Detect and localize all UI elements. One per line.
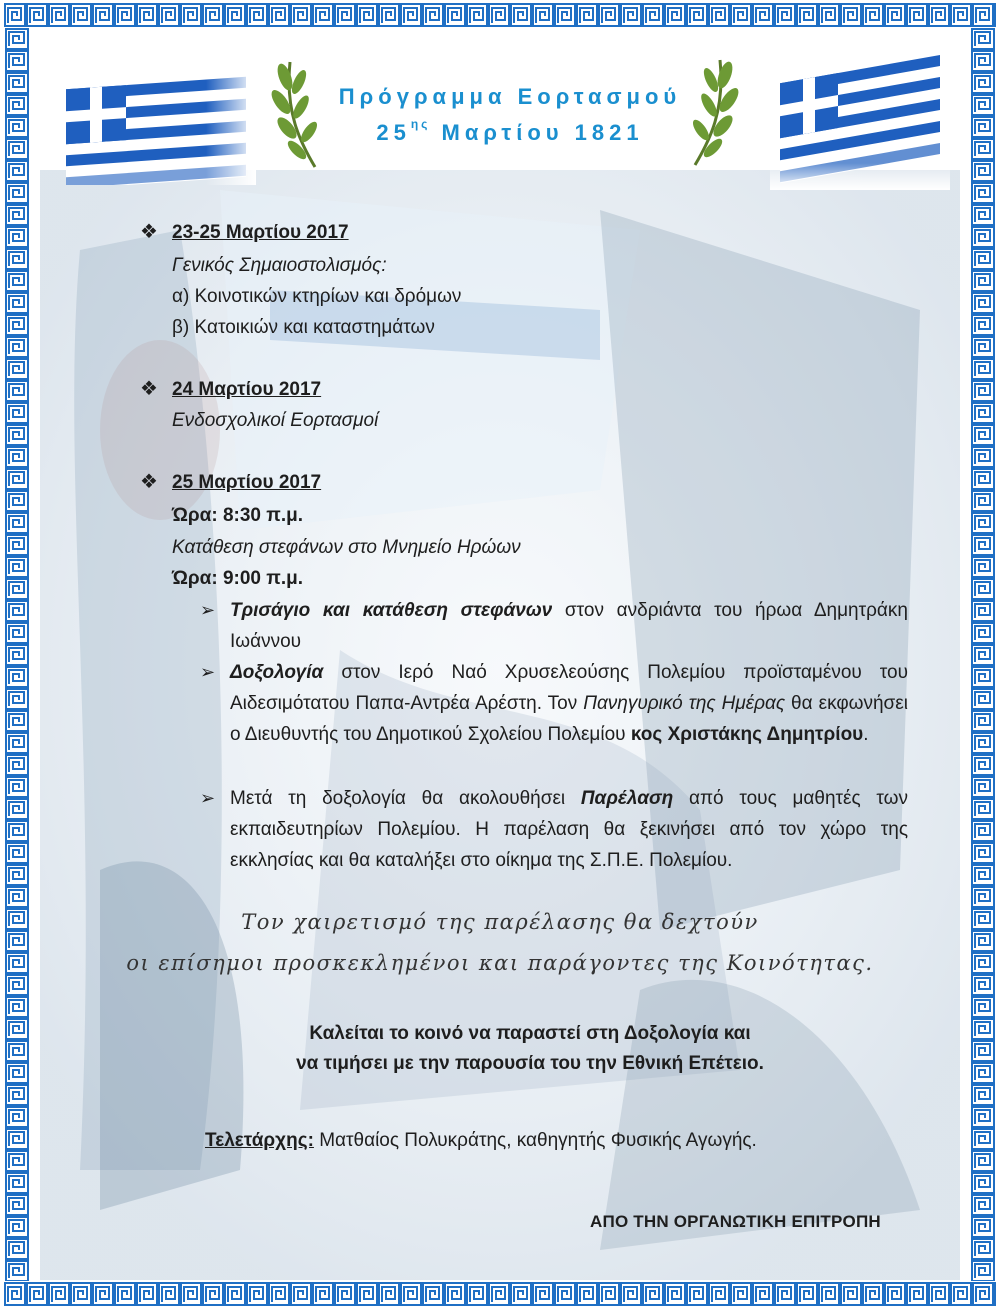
sub-item-3-part-1: Μετά τη δοξολογία θα ακολουθήσει [230, 788, 581, 809]
sub-item-2-end: . [863, 724, 869, 745]
organizing-committee-signature: ΑΠΟ ΤΗΝ ΟΡΓΑΝΩΤΙΚΗ ΕΠΙΤΡΟΠΗ [590, 1212, 881, 1231]
title-day: 25 [376, 120, 411, 145]
greek-key-border-right [970, 28, 996, 1281]
sub-item-2-part-1: στον Ιερό Ναό Χρυσελεούσης Πολεμίου προϊσταμένου του Αιδεσιμότατου Παπα-Αντρέα Αρέστη. Τον [230, 662, 908, 714]
event-1-date: 23-25 Μαρτίου 2017 [172, 222, 349, 243]
event-3-time-2: Ώρα: 9:00 π.μ. [172, 568, 303, 589]
title-month-year: Μαρτίου 1821 [441, 120, 644, 145]
greek-key-border-top [4, 2, 996, 28]
diamond-bullet-icon: ❖ [140, 221, 158, 243]
sub-item-1-bold: Τρισάγιο και κατάθεση στεφάνων [230, 600, 553, 621]
title-line-1: Πρόγραμμα Εορτασμού [338, 84, 682, 109]
officer-label: Τελετάρχης: [205, 1130, 314, 1151]
event-1-line-3: β) Κατοικιών και καταστημάτων [172, 317, 435, 338]
greek-key-border-bottom [4, 1281, 996, 1307]
title-line-2 [300, 116, 720, 146]
sub-item-3-bold: Παρέλαση [580, 788, 674, 809]
diamond-bullet-icon: ❖ [140, 471, 158, 493]
diamond-bullet-icon: ❖ [140, 378, 158, 400]
sub-item-doxology [230, 657, 908, 750]
olive-branch-right [680, 50, 755, 170]
sub-item-2-bold-end: κος Χριστάκης Δημητρίου [630, 724, 864, 745]
event-2-date: 24 Μαρτίου 2017 [172, 379, 322, 400]
event-3-time-1-desc: Κατάθεση στεφάνων στο Μνημείο Ηρώων [172, 537, 521, 558]
sub-item-2-italic: Πανηγυρικό της Ημέρας [583, 693, 786, 714]
greek-key-border-left [4, 28, 30, 1281]
invitation-line-2: να τιμήσει με την παρουσία του την Εθνική Επέτειο. [296, 1053, 764, 1074]
event-2-line-1: Ενδοσχολικοί Εορτασμοί [172, 410, 379, 431]
olive-branch-left [255, 52, 330, 172]
sub-item-trisagio [230, 595, 908, 657]
greek-flag-right [770, 55, 950, 190]
title-ordinal-suffix: ης [410, 116, 431, 131]
sub-item-3-part-2: από τους μαθητές των εκπαιδευτηρίων Πολεμίου. Η παρέλαση θα ξεκινήσει από τον χώρο της εκκλησίας και θα καταλήξει στο οίκημα της Σ.Π.Ε. Πολεμίου. [230, 788, 908, 871]
greek-flag-left [56, 70, 256, 185]
officer-name: Ματθαίος Πολυκράτης, καθηγητής Φυσικής Αγωγής. [313, 1130, 757, 1151]
sub-item-2-bold: Δοξολογία [230, 662, 324, 683]
sub-item-2-part-2: θα εκφωνήσει ο Διευθυντής του Δημοτικού Σχολείου Πολεμίου [230, 693, 908, 745]
event-1-line-1: Γενικός Σημαιοστολισμός: [172, 255, 387, 276]
event-1-line-2: α) Κοινοτικών κτηρίων και δρόμων [172, 286, 462, 307]
arrow-bullet-icon: ➢ [200, 600, 216, 620]
invitation-line-1: Καλείται το κοινό να παραστεί στη Δοξολογία και [309, 1023, 751, 1044]
arrow-bullet-icon: ➢ [200, 788, 216, 808]
sub-item-1-rest: στον ανδριάντα του ήρωα Δημητράκη Ιωάννου [230, 600, 908, 652]
sub-item-parade [230, 783, 908, 876]
event-3-date: 25 Μαρτίου 2017 [172, 472, 322, 493]
master-of-ceremonies [205, 1130, 757, 1152]
salute-line-2: οι επίσημοι προσκεκλημένοι και παράγοντες της Κοινότητας. [126, 951, 874, 975]
arrow-bullet-icon: ➢ [200, 662, 216, 682]
event-3-time-1: Ώρα: 8:30 π.μ. [172, 505, 303, 526]
salute-line-1: Τον χαιρετισμό της παρέλασης θα δεχτούν [241, 910, 759, 934]
